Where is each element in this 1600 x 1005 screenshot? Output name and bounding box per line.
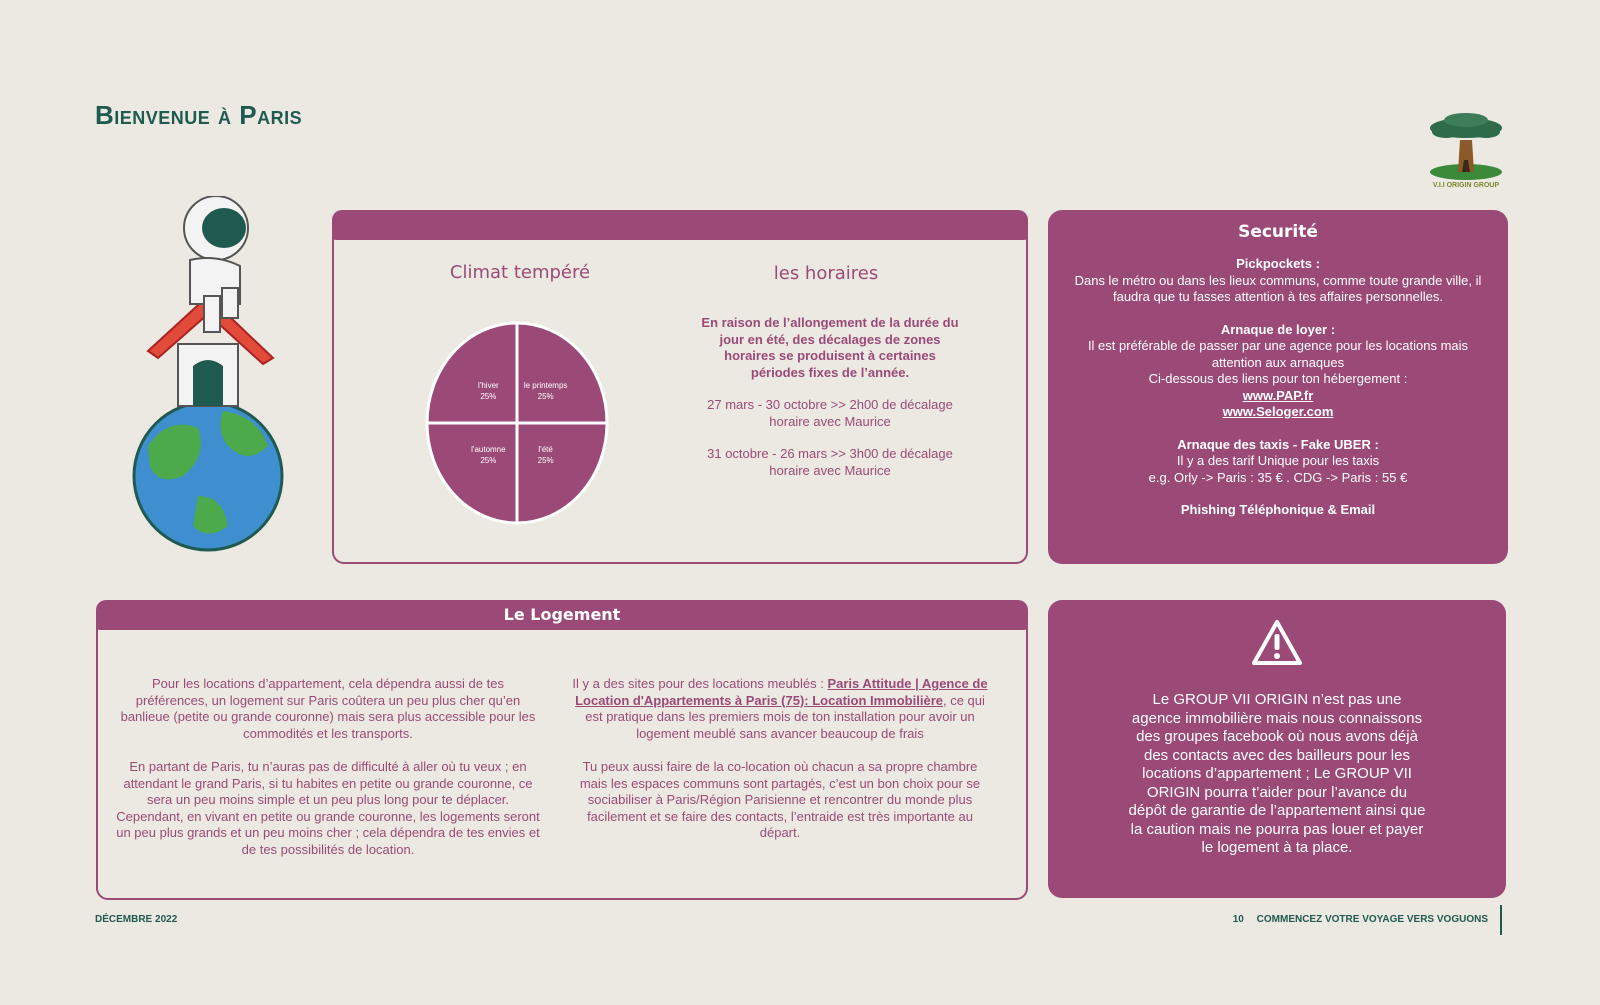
logement-col2-p1 — [568, 676, 992, 742]
pie-category-label-0: l'hiver — [478, 381, 499, 391]
logement-heading: Le Logement — [96, 600, 1028, 630]
taxis-label: Arnaque des taxis - Fake UBER : — [1177, 436, 1379, 452]
logement-col1-p2: En partant de Paris, tu n’auras pas de difficulté à aller où tu veux ; en attendant le grand Paris, si tu habites en petite ou grande couronne, ce sera un peu moins simple et un peu plus long pour te déplacer. Cependant, en vivant en petite ou grande couronne, les logements seront un peu plus grands et un peu moins cher ; cela dépendra de tes envies et de tes possibilités de location. — [116, 759, 540, 857]
footer-right — [1233, 914, 1488, 925]
security-heading: Securité — [1238, 222, 1318, 242]
pie-slice-3 — [427, 423, 517, 523]
seloger-link[interactable]: www.Seloger.com — [1222, 404, 1334, 419]
logo-text: V.I.I ORIGIN GROUP — [1432, 182, 1500, 189]
pie-category-label-2: l'été — [538, 444, 553, 454]
pie-slice-2 — [517, 423, 607, 523]
pickpockets-block — [1048, 256, 1508, 306]
pie-value-label-1: 25% — [537, 392, 554, 402]
seasons-pie-chart — [424, 320, 610, 526]
warning-card — [1048, 600, 1506, 898]
pie-category-label-1: le printemps — [523, 381, 568, 391]
logement-col2-pre: Il y a des sites pour des locations meublés : — [572, 676, 828, 691]
horaires-body — [700, 315, 960, 495]
astronaut-globe-illustration — [128, 196, 288, 566]
warning-icon — [1251, 618, 1303, 668]
climate-panel-header — [332, 210, 1028, 240]
logement-col1-p1: Pour les locations d’appartement, cela dépendra aussi de tes préférences, un logement sur Paris coûtera un peu plus cher qu’en banlieue (petite ou grande couronne) mais sera plus accessible pour les commodités et les transports. — [120, 676, 536, 741]
page-title: Bienvenue à Paris — [95, 100, 303, 130]
horaires-heading: les horaires — [773, 263, 879, 284]
loyer-text-2: Ci-dessous des liens pour ton hébergement : — [1148, 371, 1408, 386]
horaires-line-1: 27 mars - 30 octobre >> 2h00 de décalage horaire avec Maurice — [707, 397, 953, 429]
pie-slice-1 — [517, 323, 607, 423]
warning-text: Le GROUP VII ORIGIN n’est pas une agence immobilière mais nous connaissons des groupes facebook où nous avons déjà des contacts avec des bailleurs pour les locations d’appartement ; Le GROUP VII ORIGIN pourra t’aider pour l’avance du dépôt de garantie de l’appartement ainsi que la caution mais ne pourra pas louer et payer le logement à ta place. — [1128, 691, 1426, 856]
taxis-text-1: Il y a des tarif Unique pour les taxis — [1176, 453, 1380, 468]
page-number: 10 — [1232, 914, 1244, 925]
pie-category-label-3: l'automne — [471, 444, 506, 454]
pap-link[interactable]: www.PAP.fr — [1242, 387, 1314, 403]
pie-value-label-0: 25% — [480, 392, 497, 402]
horaires-intro: En raison de l’allongement de la durée du jour en été, des décalages de zones horaires se produisent à certaines périodes fixes de l’année. — [701, 315, 959, 380]
taxis-block — [1048, 437, 1508, 487]
pie-value-label-3: 25% — [480, 455, 497, 465]
climate-heading: Climat tempéré — [449, 262, 591, 283]
horaires-line-2: 31 octobre - 26 mars >> 3h00 de décalage horaire avec Maurice — [707, 446, 953, 478]
logement-column-1 — [116, 676, 540, 875]
logement-col2-p2: Tu peux aussi faire de la co-location où chacun a sa propre chambre mais les espaces communs sont partagés, c’est un bon choix pour se sociabiliser à Paris/Région Parisienne et rencontrer du monde plus facilement et se faire des contacts, l’entraide est très importante au départ. — [579, 759, 981, 840]
phishing-label: Phishing Téléphonique & Email — [1180, 502, 1376, 517]
taxis-text-2: e.g. Orly -> Paris : 35 € . CDG -> Paris : 55 € — [1148, 469, 1408, 485]
pickpockets-text: Dans le métro ou dans les lieux communs, comme toute grande ville, il faudra que tu fasses attention à tes affaires personnelles. — [1074, 272, 1482, 304]
footer-tagline: COMMENCEZ VOTRE VOYAGE VERS VOGUONS — [1256, 914, 1488, 925]
pie-slice-0 — [427, 323, 517, 423]
footer-divider — [1500, 905, 1502, 935]
loyer-block — [1048, 322, 1508, 421]
pickpockets-label: Pickpockets : — [1236, 256, 1320, 271]
logement-column-2 — [568, 676, 992, 859]
security-card — [1048, 210, 1508, 564]
loyer-text-1: Il est préférable de passer par une agence pour les locations mais attention aux arnaques — [1087, 338, 1469, 370]
logement-col2-post: , ce qui est pratique dans les premiers mois de ton installation pour avoir un logement meublé sans avancer beaucoup de frais — [585, 692, 985, 741]
loyer-label: Arnaque de loyer : — [1220, 321, 1336, 337]
footer-date: DÉCEMBRE 2022 — [95, 914, 178, 925]
pie-value-label-2: 25% — [537, 455, 554, 465]
paris-attitude-link[interactable]: Paris Attitude | Agence de Location d'Appartements à Paris (75): Location Immobilière — [575, 676, 988, 708]
